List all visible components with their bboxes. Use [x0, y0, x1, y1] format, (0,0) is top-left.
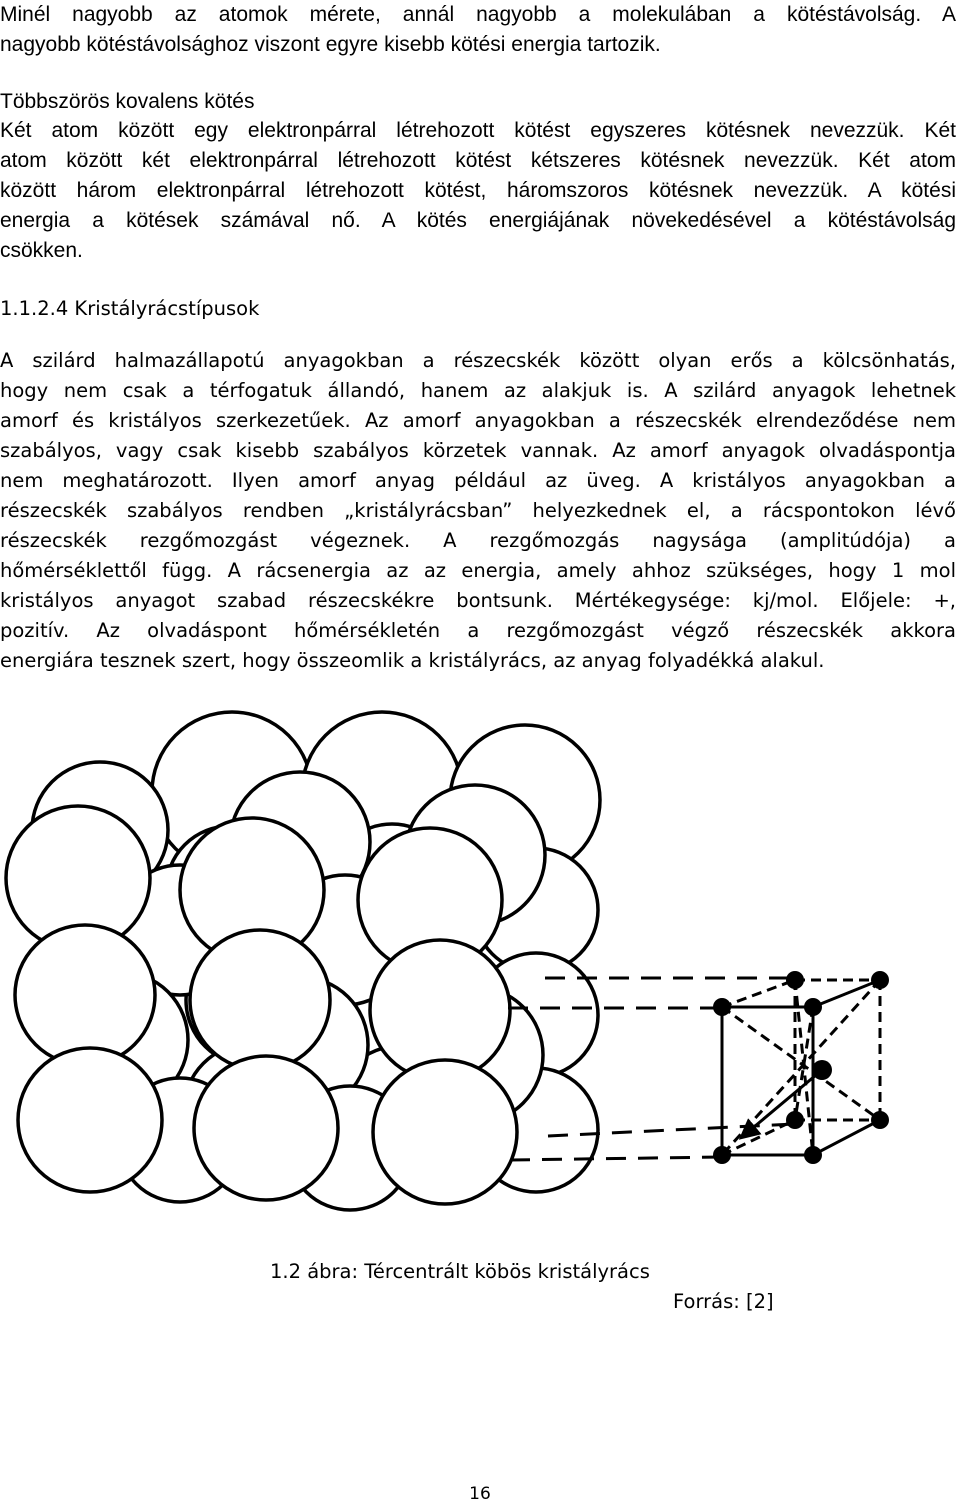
section-heading-multiple-covalent-bond: Többszörös kovalens kötés	[0, 90, 255, 113]
text-line: részecskék szabályos rendben „kristályrácsban” helyezkednek el, a rácspontokon lévő	[0, 499, 956, 522]
text-line: között három elektronpárral létrehozott kötést, háromszoros kötésnek nevezzük. A kötési	[0, 179, 956, 202]
crystal-lattice-paragraph	[0, 346, 956, 676]
sphere-packing-drawing	[6, 712, 600, 1210]
text-line: részecskék rezgőmozgást végeznek. A rezgőmozgás nagysága (amplitúdója) a	[0, 529, 956, 552]
text-line: pozitív. Az olvadáspont hőmérsékletén a rezgőmozgást végző részecskék akkora	[0, 619, 956, 642]
text-line: Két atom között egy elektronpárral létrehozott kötést egyszeres kötésnek nevezzük. Két	[0, 119, 956, 142]
text-line: nagyobb kötéstávolsághoz viszont egyre kisebb kötési energia tartozik.	[0, 33, 661, 56]
text-line: hogy nem csak a térfogatuk állandó, hanem az alakjuk is. A szilárd anyagok lehetnek	[0, 379, 956, 402]
text-line: csökken.	[0, 239, 83, 262]
text-line: nem meghatározott. Ilyen amorf anyag például az üveg. A kristályos anyagokban a	[0, 469, 956, 492]
text-line: energia a kötések számával nő. A kötés energiájának növekedésével a kötéstávolság	[0, 209, 956, 232]
text-line: amorf és kristályos szerkezetűek. Az amorf anyagokban a részecskék elrendeződése nem	[0, 409, 956, 432]
multiple-bond-paragraph	[0, 116, 956, 266]
section-heading-crystal-lattice-types: 1.1.2.4 Kristályrácstípusok	[0, 297, 260, 320]
unit-cell-diagram	[722, 980, 880, 1155]
text-line: Minél nagyobb az atomok mérete, annál nagyobb a molekulában a kötéstávolság. A	[0, 3, 956, 26]
text-line: szabályos, vagy csak kisebb szabályos körzetek vannak. Az amorf anyagok olvadáspontja	[0, 439, 956, 462]
text-line: energiára tesznek szert, hogy összeomlik a kristályrács, az anyag folyadékká alakul.	[0, 649, 825, 672]
page-number: 16	[469, 1484, 491, 1504]
text-line: kristályos anyagot szabad részecskékre bontsunk. Mértékegysége: kj/mol. Előjele: +,	[0, 589, 956, 612]
text-line: hőmérséklettől függ. A rácsenergia az az energia, amely ahhoz szükséges, hogy 1 mol	[0, 559, 956, 582]
text-line: A szilárd halmazállapotú anyagokban a részecskék között olyan erős a kölcsönhatás,	[0, 349, 956, 372]
figure-source: Forrás: [2]	[673, 1290, 774, 1313]
intro-paragraph	[0, 0, 956, 60]
bcc-crystal-lattice-figure	[0, 700, 960, 1260]
text-line: atom között két elektronpárral létrehozott kötést kétszeres kötésnek nevezzük. Két atom	[0, 149, 956, 172]
figure-caption: 1.2 ábra: Tércentrált köbös kristályrács	[270, 1260, 650, 1283]
